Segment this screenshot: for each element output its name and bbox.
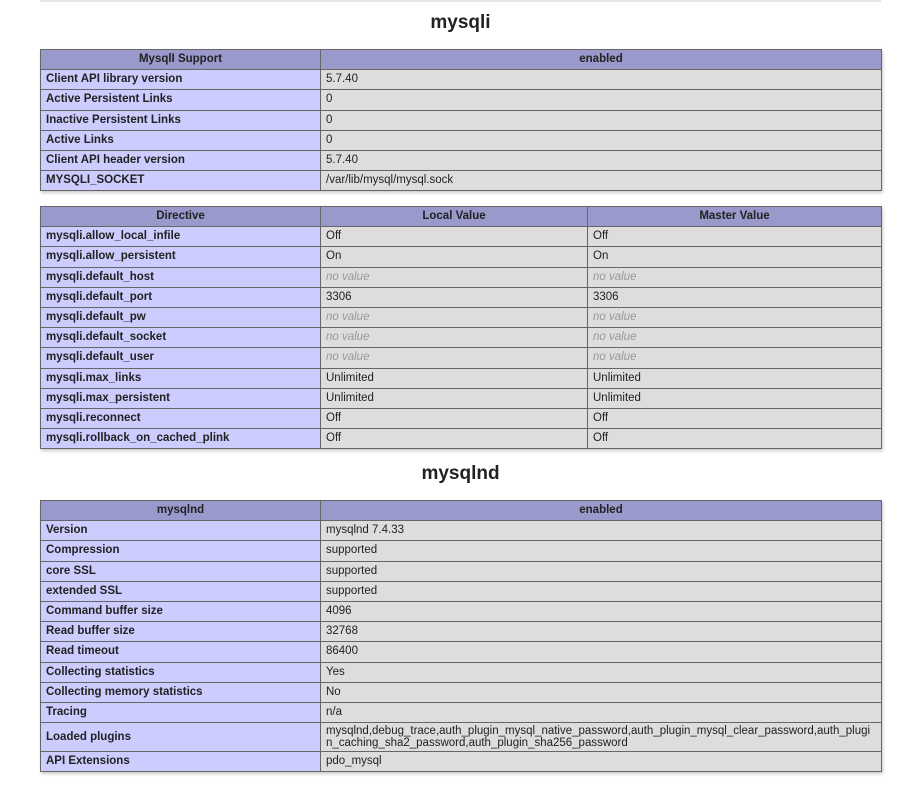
row-label: Tracing: [41, 702, 321, 722]
row-value: mysqlnd 7.4.33: [321, 521, 882, 541]
column-header: Directive: [41, 207, 321, 227]
table-row: [41, 702, 882, 722]
table-row: [41, 348, 882, 368]
table-row: [41, 662, 882, 682]
row-value: Unlimited: [321, 368, 588, 388]
row-label: mysqli.default_host: [41, 267, 321, 287]
row-value: supported: [321, 541, 882, 561]
row-value: Off: [321, 408, 588, 428]
table-row: [41, 601, 882, 621]
table-row: [41, 90, 882, 110]
row-value: mysqlnd,debug_trace,auth_plugin_mysql_native_password,auth_plugin_mysql_clear_password,auth_plugin_caching_sha2_password,auth_plugin_sha256_password: [321, 723, 882, 752]
row-label: mysqli.allow_persistent: [41, 247, 321, 267]
row-value: No: [321, 682, 882, 702]
table-row: [41, 287, 882, 307]
row-value: [588, 348, 882, 368]
no-value-text: no value: [593, 331, 637, 344]
no-value-text: no value: [593, 351, 637, 364]
row-value: Yes: [321, 662, 882, 682]
section-title-mysqli: mysqli: [430, 12, 491, 33]
row-value: [321, 307, 588, 327]
row-label: extended SSL: [41, 581, 321, 601]
row-label: mysqli.reconnect: [41, 408, 321, 428]
row-value: 3306: [588, 287, 882, 307]
table-row: [41, 247, 882, 267]
row-label: Version: [41, 521, 321, 541]
section-title-mysqlnd: mysqlnd: [421, 463, 500, 484]
row-label: mysqli.default_port: [41, 287, 321, 307]
row-label: Collecting statistics: [41, 662, 321, 682]
row-label: Loaded plugins: [41, 723, 321, 752]
table-row: [41, 227, 882, 247]
row-value: 86400: [321, 642, 882, 662]
no-value-text: no value: [326, 331, 370, 344]
row-value: 5.7.40: [321, 150, 882, 170]
row-value: 4096: [321, 601, 882, 621]
table-row: [41, 752, 882, 772]
row-label: Collecting memory statistics: [41, 682, 321, 702]
row-value: /var/lib/mysql/mysql.sock: [321, 171, 882, 191]
row-label: MYSQLI_SOCKET: [41, 171, 321, 191]
table-row: [41, 130, 882, 150]
table-header-row: [41, 50, 882, 70]
table-row: [41, 581, 882, 601]
table-row: [41, 541, 882, 561]
column-header: enabled: [321, 501, 882, 521]
table-row: [41, 307, 882, 327]
column-header: Master Value: [588, 207, 882, 227]
row-value: Unlimited: [588, 368, 882, 388]
row-value: [321, 348, 588, 368]
top-divider: [40, 0, 881, 2]
row-label: Client API library version: [41, 70, 321, 90]
table-row: [41, 521, 882, 541]
table-row: [41, 171, 882, 191]
row-value: 0: [321, 110, 882, 130]
row-value: On: [321, 247, 588, 267]
row-value: 0: [321, 90, 882, 110]
row-label: mysqli.rollback_on_cached_plink: [41, 429, 321, 449]
table-row: [41, 328, 882, 348]
row-value: [588, 328, 882, 348]
row-value: 0: [321, 130, 882, 150]
row-label: mysqli.default_pw: [41, 307, 321, 327]
column-header: Local Value: [321, 207, 588, 227]
row-value: Off: [588, 227, 882, 247]
table-row: [41, 429, 882, 449]
mysqlnd-table: [40, 500, 882, 772]
row-label: Read timeout: [41, 642, 321, 662]
row-label: mysqli.default_user: [41, 348, 321, 368]
row-label: Read buffer size: [41, 622, 321, 642]
row-value: n/a: [321, 702, 882, 722]
no-value-text: no value: [326, 351, 370, 364]
table-row: [41, 150, 882, 170]
row-value: supported: [321, 581, 882, 601]
table-row: [41, 388, 882, 408]
row-value: supported: [321, 561, 882, 581]
table-row: [41, 723, 882, 752]
column-header: enabled: [321, 50, 882, 70]
row-value: [321, 328, 588, 348]
table-row: [41, 642, 882, 662]
row-value: Unlimited: [321, 388, 588, 408]
row-value: 3306: [321, 287, 588, 307]
row-value: On: [588, 247, 882, 267]
row-value: Off: [588, 429, 882, 449]
table-row: [41, 561, 882, 581]
row-label: mysqli.allow_local_infile: [41, 227, 321, 247]
table-row: [41, 110, 882, 130]
no-value-text: no value: [593, 270, 637, 283]
row-value: Unlimited: [588, 388, 882, 408]
column-header: MysqlI Support: [41, 50, 321, 70]
no-value-text: no value: [593, 311, 637, 324]
row-label: core SSL: [41, 561, 321, 581]
row-value: Off: [588, 408, 882, 428]
row-label: Active Persistent Links: [41, 90, 321, 110]
table-row: [41, 70, 882, 90]
mysqli-directives-table: [40, 206, 882, 449]
row-label: Client API header version: [41, 150, 321, 170]
table-row: [41, 368, 882, 388]
row-value: 5.7.40: [321, 70, 882, 90]
table-row: [41, 267, 882, 287]
row-label: Command buffer size: [41, 601, 321, 621]
column-header: mysqlnd: [41, 501, 321, 521]
row-value: Off: [321, 227, 588, 247]
table-row: [41, 682, 882, 702]
row-label: Inactive Persistent Links: [41, 110, 321, 130]
no-value-text: no value: [326, 270, 370, 283]
row-value: pdo_mysql: [321, 752, 882, 772]
mysqli-support-table: [40, 49, 882, 191]
row-value: Off: [321, 429, 588, 449]
row-value: [321, 267, 588, 287]
table-header-row: [41, 501, 882, 521]
row-label: API Extensions: [41, 752, 321, 772]
row-label: Active Links: [41, 130, 321, 150]
table-header-row: [41, 207, 882, 227]
row-label: mysqli.max_links: [41, 368, 321, 388]
row-value: [588, 267, 882, 287]
row-label: Compression: [41, 541, 321, 561]
row-label: mysqli.default_socket: [41, 328, 321, 348]
row-value: 32768: [321, 622, 882, 642]
table-row: [41, 622, 882, 642]
table-row: [41, 408, 882, 428]
no-value-text: no value: [326, 311, 370, 324]
row-value: [588, 307, 882, 327]
row-label: mysqli.max_persistent: [41, 388, 321, 408]
